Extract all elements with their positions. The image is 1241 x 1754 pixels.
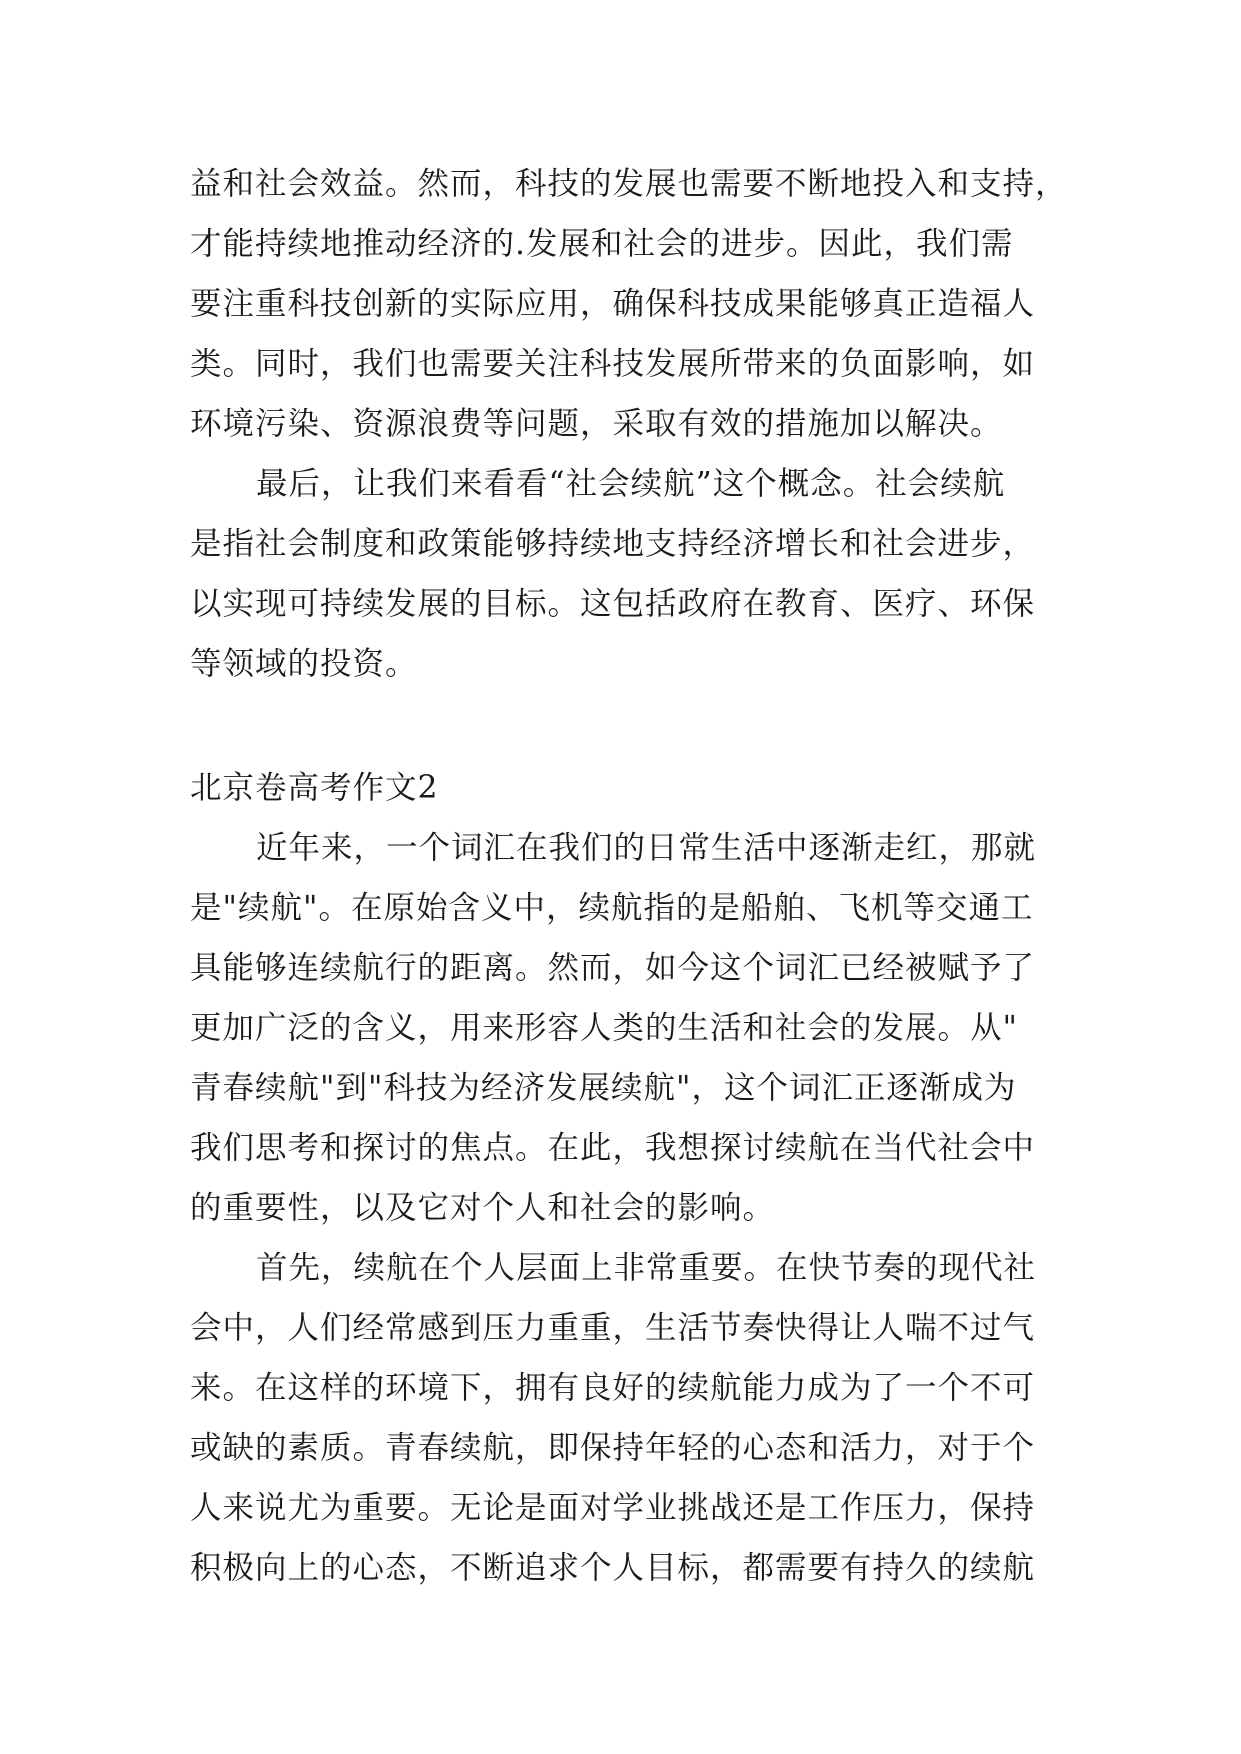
text-line: 首先，续航在个人层面上非常重要。在快节奏的现代社 [256, 1250, 1037, 1286]
text-line: 更加广泛的含义，用来形容人类的生活和社会的发展。从" [190, 1010, 1018, 1046]
text-line: 近年来，一个词汇在我们的日常生活中逐渐走红，那就 [256, 830, 1037, 866]
text-line: 我们思考和探讨的焦点。在此，我想探讨续航在当代社会中 [190, 1130, 1036, 1166]
text-line: 才能持续地推动经济的.发展和社会的进步。因此，我们需 [190, 226, 1014, 262]
text-line: 的重要性，以及它对个人和社会的影响。 [190, 1190, 776, 1226]
text-line: 类。同时，我们也需要关注科技发展所带来的负面影响，如 [190, 346, 1036, 382]
text-line: 来。在这样的环境下，拥有良好的续航能力成为了一个不可 [190, 1370, 1036, 1406]
text-line: 会中，人们经常感到压力重重，生活节奏快得让人喘不过气 [190, 1310, 1036, 1346]
paragraph-social-endurance [190, 454, 1070, 694]
section-gap [190, 694, 1070, 758]
text-line: 或缺的素质。青春续航，即保持年轻的心态和活力，对于个 [190, 1430, 1036, 1466]
text-line: 以实现可持续发展的目标。这包括政府在教育、医疗、环保 [190, 586, 1036, 622]
paragraph-continued [190, 154, 1070, 454]
document-body [190, 154, 1070, 1598]
text-line: 最后，让我们来看看“社会续航”这个概念。社会续航 [256, 466, 1006, 502]
text-line: 青春续航"到"科技为经济发展续航"，这个词汇正逐渐成为 [190, 1070, 1017, 1106]
paragraph-intro [190, 818, 1070, 1238]
text-line: 益和社会效益。然而，科技的发展也需要不断地投入和支持， [190, 166, 1068, 202]
text-line: 具能够连续航行的距离。然而，如今这个词汇已经被赋予了 [190, 950, 1036, 986]
section-heading: 北京卷高考作文2 [190, 770, 439, 806]
paragraph-personal [190, 1238, 1070, 1598]
text-line: 等领域的投资。 [190, 646, 418, 682]
text-line: 人来说尤为重要。无论是面对学业挑战还是工作压力，保持 [190, 1490, 1036, 1526]
text-line: 是"续航"。在原始含义中，续航指的是船舶、飞机等交通工 [190, 890, 1034, 926]
text-line: 环境污染、资源浪费等问题，采取有效的措施加以解决。 [190, 406, 1003, 442]
text-line: 是指社会制度和政策能够持续地支持经济增长和社会进步， [190, 526, 1036, 562]
text-line: 要注重科技创新的实际应用，确保科技成果能够真正造福人 [190, 286, 1036, 322]
text-line: 积极向上的心态，不断追求个人目标，都需要有持久的续航 [190, 1550, 1036, 1586]
